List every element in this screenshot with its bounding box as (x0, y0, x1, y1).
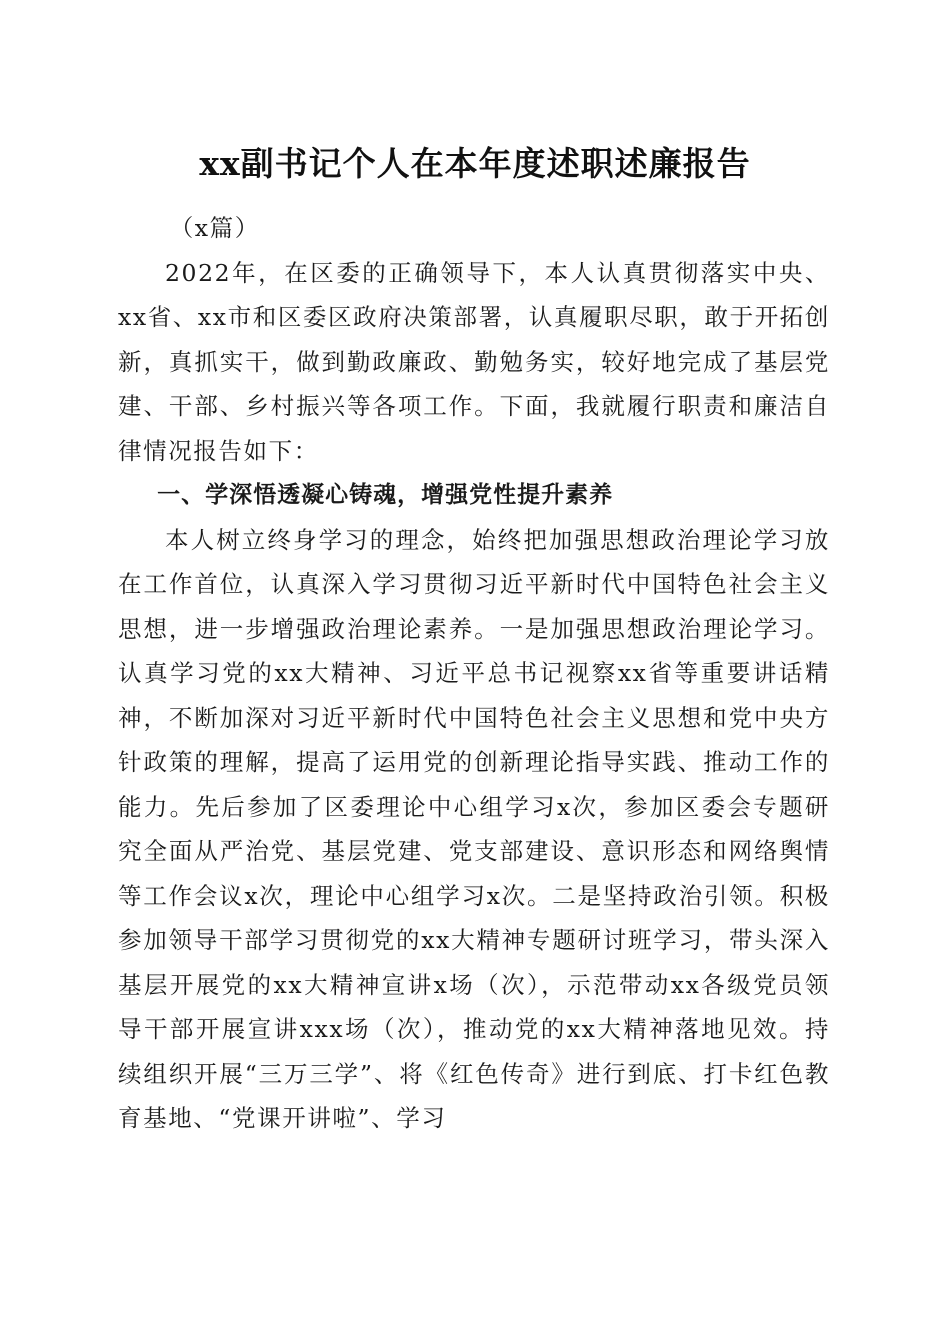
intro-paragraph: 2022年，在区委的正确领导下，本人认真贯彻落实中央、xx省、xx市和区委区政府决策部署，认真履职尽职，敢于开拓创新，真抓实干，做到勤政廉政、勤勉务实，较好地完成了基层党建、干部、乡村振兴等各项工作。下面，我就履行职责和廉洁自律情况报告如下： (118, 258, 831, 465)
document-title: xx副书记个人在本年度述职述廉报告 (199, 144, 751, 183)
section-paragraph: 本人树立终身学习的理念，始终把加强思想政治理论学习放在工作首位，认真深入学习贯彻习近平新时代中国特色社会主义思想，进一步增强政治理论素养。一是加强思想政治理论学习。认真学习党的xx大精神、习近平总书记视察xx省等重要讲话精神，不断加深对习近平新时代中国特色社会主义思想和党中央方针政策的理解，提高了运用党的创新理论指导实践、推动工作的能力。先后参加了区委理论中心组学习x次，参加区委会专题研究全面从严治党、基层党建、党支部建设、意识形态和网络舆情等工作会议x次，理论中心组学习x次。二是坚持政治引领。积极参加领导干部学习贯彻党的xx大精神专题研讨班学习，带头深入基层开展党的xx大精神宣讲x场（次），示范带动xx各级党员领导干部开展宣讲xxx场（次），推动党的xx大精神落地见效。持续组织开展“三万三学”、将《红色传奇》进行到底、打卡红色教育基地、“党课开讲啦”、学习 (118, 525, 830, 1132)
section-heading: 一、学深悟透凝心铸魂，增强党性提升素养 (157, 482, 614, 508)
document-body (118, 206, 830, 1141)
document-subtitle: （x篇） (169, 214, 260, 242)
